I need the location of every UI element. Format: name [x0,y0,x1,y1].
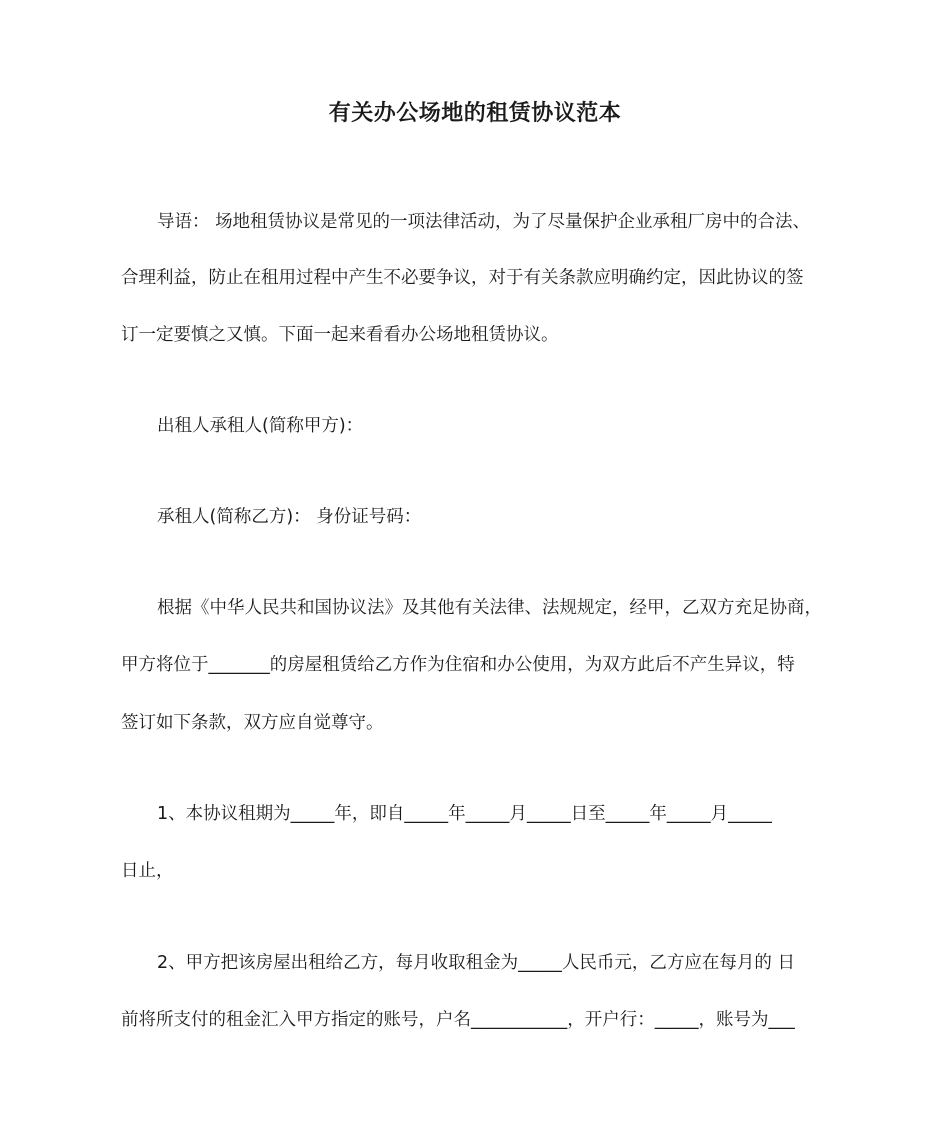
clause2-line-2: 前将所支付的租金汇入甲方指定的账号，户名___________，开户行：_____，账号为___ [121,1010,795,1030]
intro-line-1: 导语： 场地租赁协议是常见的一项法律活动，为了尽量保护企业承租厂房中的合法、 [157,212,811,232]
clause1-line-1: 1、本协议租期为_____年，即自_____年_____月_____日至_____年_____月_____ [157,804,772,824]
intro-line-3: 订一定要慎之又慎。下面一起来看看办公场地租赁协议。 [121,325,559,345]
basis-line-2: 甲方将位于_______的房屋租赁给乙方作为住宿和办公使用，为双方此后不产生异议，特 [121,655,795,675]
lessee-line: 承租人(简称乙方)： 身份证号码： [157,507,422,527]
document-title: 有关办公场地的租赁协议范本 [328,101,622,126]
clause2-line-1: 2、甲方把该房屋出租给乙方，每月收取租金为_____人民币元，乙方应在每月的 日 [157,953,795,973]
clause1-line-2: 日止， [121,861,174,881]
basis-line-1: 根据《中华人民共和国协议法》及其他有关法律、法规规定，经甲，乙双方充足协商， [157,598,822,618]
intro-line-2: 合理利益，防止在租用过程中产生不必要争议，对于有关条款应明确约定，因此协议的签 [121,268,804,288]
lessor-line: 出租人承租人(简称甲方)： [157,416,364,436]
basis-line-3: 签订如下条款，双方应自觉尊守。 [121,713,384,733]
